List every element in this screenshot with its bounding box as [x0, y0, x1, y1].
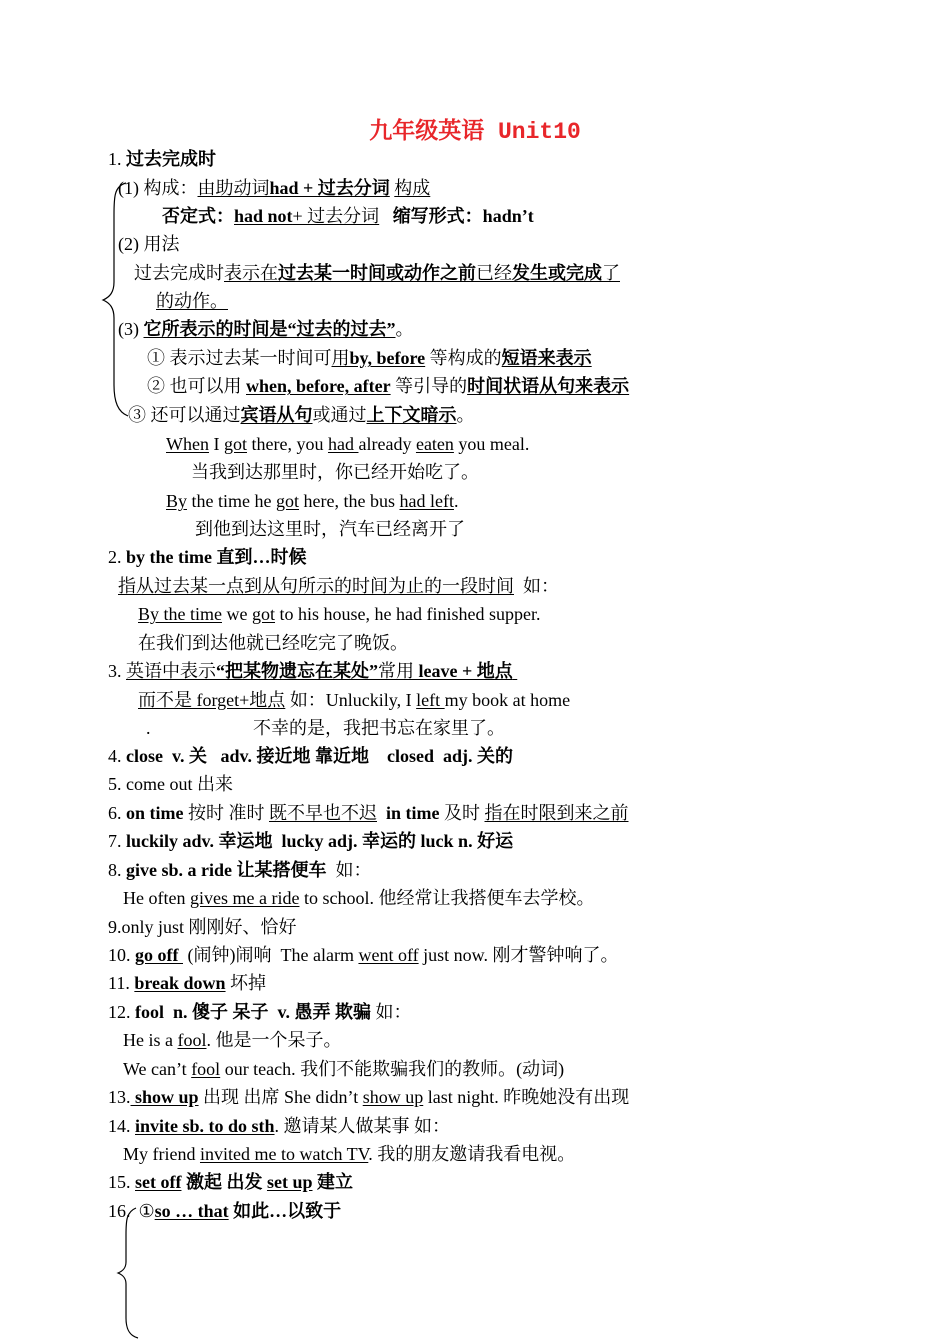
- item-14: 14. invite sb. to do sth. 邀请某人做某事 如：: [108, 1116, 451, 1136]
- section-2-example-cn: 在我们到达他就已经吃完了晚饭。: [138, 633, 408, 653]
- page-title: 九年级英语 Unit10: [369, 119, 581, 145]
- item-5: 5. come out 出来: [108, 774, 233, 794]
- usage-line: 过去完成时表示在过去某一时间或动作之前已经发生或完成了: [134, 263, 620, 283]
- item-6: 6. on time 按时 准时 既不早也不迟 in time 及时 指在时限到来之前: [108, 803, 629, 823]
- brace-section-16: [118, 1208, 138, 1338]
- item-12-example-1: He is a fool. 他是一个呆子。: [123, 1030, 342, 1050]
- item-10: 10. go off (闹钟)闹响 The alarm went off just now. 刚才警钟响了。: [108, 945, 619, 965]
- item-7: 7. luckily adv. 幸运地 lucky adj. 幸运的 luck n. 好运: [108, 831, 514, 851]
- section-2-definition: 指从过去某一点到从句所示的时间为止的一段时间 如：: [118, 576, 559, 596]
- item-4: 4. close v. 关 adv. 接近地 靠近地 closed adj. 关的: [108, 746, 514, 766]
- section-1-heading: 1. 过去完成时: [108, 149, 216, 169]
- section-3-example-en: 而不是 forget+地点 如：Unluckily, I left my book at home: [138, 690, 571, 710]
- example-2-en: By the time he got here, the bus had left.: [166, 491, 459, 511]
- section-3-dot: .: [146, 718, 151, 738]
- time-case-3: ③ 还可以通过宾语从句或通过上下文暗示。: [128, 405, 475, 425]
- item-8: 8. give sb. a ride 让某搭便车 如：: [108, 860, 372, 880]
- section-3-heading: 3. 英语中表示“把某物遗忘在某处”常用 leave + 地点: [108, 661, 513, 681]
- example-2-cn: 到他到达这里时，汽车已经离开了: [195, 519, 465, 539]
- item-14-example: My friend invited me to watch TV. 我的朋友邀请我看电视。: [123, 1144, 576, 1164]
- usage-line-cont: 的动作。: [156, 291, 228, 311]
- item-11: 11. break down 坏掉: [108, 973, 267, 993]
- section-2-example-en: By the time we got to his house, he had finished supper.: [138, 604, 541, 624]
- time-case-2: ② 也可以用 when, before, after 等引导的时间状语从句来表示: [147, 376, 630, 396]
- item-16: 16. ①so … that 如此…以致于: [108, 1201, 342, 1221]
- example-1-cn: 当我到达那里时，你已经开始吃了。: [191, 462, 479, 482]
- section-3-example-cn: 不幸的是，我把书忘在家里了。: [253, 718, 505, 738]
- brace-section-1: [103, 183, 128, 416]
- item-12-example-2: We can’t fool our teach. 我们不能欺骗我们的教师。(动词): [123, 1059, 565, 1079]
- usage-heading: (2) 用法: [118, 234, 180, 254]
- negative-form-line: 否定式：had not+ 过去分词 缩写形式：hadn’t: [162, 206, 534, 226]
- structure-line: (1) 构成：由助动词had + 过去分词 构成: [118, 178, 431, 198]
- item-15: 15. set off 激起 出发 set up 建立: [108, 1172, 353, 1192]
- time-heading: (3) 它所表示的时间是“过去的过去”。: [118, 319, 414, 339]
- time-case-1: ① 表示过去某一时间可用by, before 等构成的短语来表示: [147, 348, 592, 368]
- section-2-heading: 2. by the time 直到…时候: [108, 547, 307, 567]
- item-9: 9.only just 刚刚好、恰好: [108, 917, 297, 937]
- example-1-en: When I got there, you had already eaten you meal.: [166, 434, 530, 454]
- item-8-example: He often gives me a ride to school. 他经常让我搭便车去学校。: [123, 888, 595, 908]
- item-13: 13. show up 出现 出席 She didn’t show up last night. 昨晚她没有出现: [108, 1087, 630, 1107]
- item-12: 12. fool n. 傻子 呆子 v. 愚弄 欺骗 如：: [108, 1002, 412, 1022]
